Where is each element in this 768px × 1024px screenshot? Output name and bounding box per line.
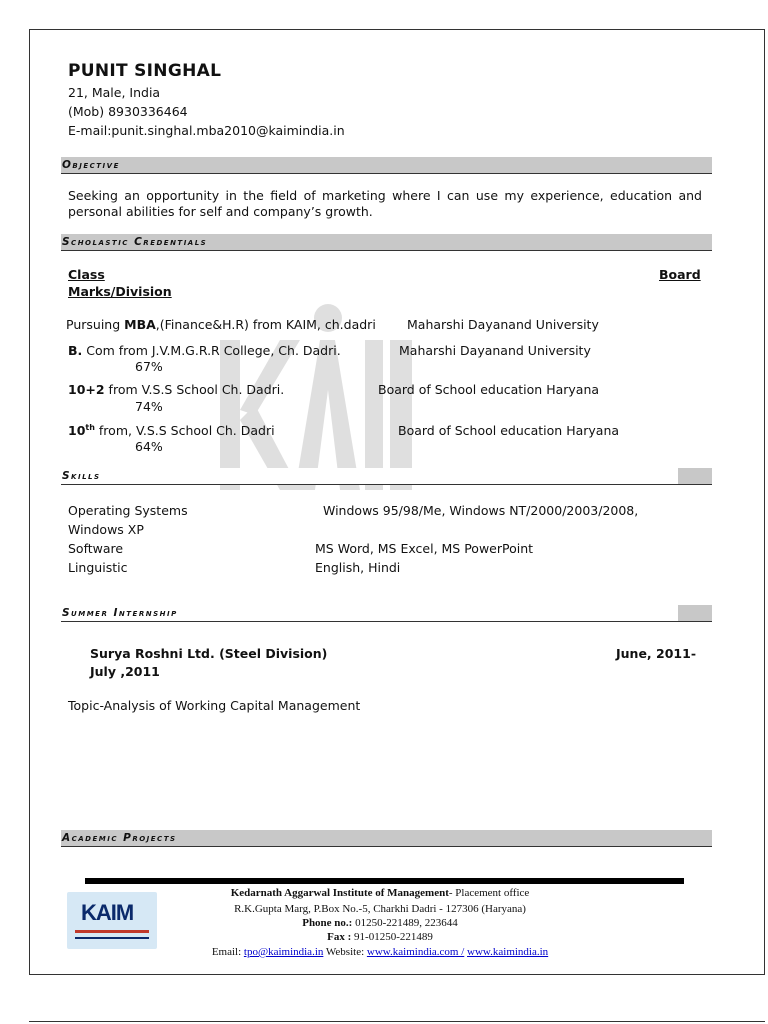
website-label: Website:	[323, 946, 367, 958]
credential-degree: B.	[68, 343, 83, 358]
website-link-alt[interactable]: www.kaimindia.in	[467, 946, 549, 958]
personal-details: 21, Male, India	[68, 85, 161, 100]
phone-label: Phone no.:	[302, 917, 353, 929]
institute-suffix: - Placement office	[448, 887, 530, 899]
institute-name: Kedarnath Aggarwal Institute of Management	[230, 887, 449, 899]
page-bottom-line	[29, 1021, 765, 1022]
credential-row	[66, 317, 376, 332]
footer-address: R.K.Gupta Marg, P.Box No.-5, Charkhi Dadri - 127306 (Haryana)	[234, 903, 526, 915]
credential-detail: from, V.S.S School Ch. Dadri	[94, 423, 275, 439]
footer-institute	[140, 887, 620, 899]
credential-board: Board of School education Haryana	[378, 382, 600, 397]
website-link[interactable]: www.kaimindia.com /	[366, 946, 465, 958]
candidate-name: PUNIT SINGHAL	[68, 61, 222, 81]
section-scholastic: Scholastic Credentials	[61, 234, 712, 251]
skill-software-label: Software	[68, 541, 124, 556]
skill-ling-value: English, Hindi	[315, 560, 401, 575]
credential-prefix: Pursuing	[66, 317, 125, 332]
skill-os-label: Operating Systems	[68, 503, 188, 518]
credential-degree: 10	[68, 423, 86, 439]
section-skills: Skills	[61, 468, 712, 485]
credential-marks: 67%	[135, 359, 163, 374]
section-projects: Academic Projects	[61, 830, 712, 847]
internship-dates-start: June, 2011-	[616, 646, 697, 661]
section-internship: Summer Internship	[61, 605, 712, 622]
credential-board: Maharshi Dayanand University	[407, 317, 599, 332]
credential-board: Maharshi Dayanand University	[399, 343, 591, 358]
skill-os-value: Windows 95/98/Me, Windows NT/2000/2003/2008,	[323, 503, 639, 518]
fax-label: Fax :	[327, 931, 352, 943]
internship-topic: Topic-Analysis of Working Capital Management	[68, 698, 361, 713]
credential-detail: ,(Finance&H.R) from KAIM, ch.dadri	[155, 317, 376, 332]
footer-phone	[140, 917, 620, 929]
credential-degree: 10+2	[68, 382, 105, 397]
credential-detail: from V.S.S School Ch. Dadri.	[104, 382, 285, 397]
skill-ling-label: Linguistic	[68, 560, 128, 575]
credential-detail: Com from J.V.M.G.R.R College, Ch. Dadri.	[82, 343, 341, 358]
fax-value: 91-01250-221489	[351, 931, 433, 943]
credential-row	[68, 343, 341, 358]
skill-software-value: MS Word, MS Excel, MS PowerPoint	[315, 541, 534, 556]
credential-marks: 74%	[135, 399, 163, 414]
credential-marks: 64%	[135, 439, 163, 454]
credential-board: Board of School education Haryana	[398, 423, 620, 438]
objective-text: Seeking an opportunity in the field of marketing where I can use my experience, education and personal abilities for self and company’s growth.	[68, 188, 702, 219]
footer-fax	[140, 931, 620, 943]
logo-stripe	[75, 937, 149, 939]
internship-company: Surya Roshni Ltd. (Steel Division)	[90, 646, 328, 661]
logo-stripe	[75, 930, 149, 933]
email-link[interactable]: tpo@kaimindia.in	[243, 946, 324, 958]
footer-contact	[140, 946, 620, 958]
credential-sup: th	[85, 423, 95, 432]
email-line: E-mail:punit.singhal.mba2010@kaimindia.in	[68, 123, 345, 138]
email-label: Email:	[211, 946, 244, 958]
col-board-header: Board	[659, 267, 701, 282]
section-objective: Objective	[61, 157, 712, 174]
col-class-header: Class	[68, 267, 105, 282]
footer-divider	[85, 878, 684, 884]
credential-row	[68, 423, 275, 438]
skill-os-value-cont: Windows XP	[68, 522, 144, 537]
logo-text: KAIM	[81, 900, 134, 925]
credential-degree: MBA	[124, 317, 156, 332]
credential-row	[68, 382, 284, 397]
col-marks-header: Marks/Division	[68, 284, 172, 299]
mobile-number: (Mob) 8930336464	[68, 104, 188, 119]
internship-dates-end: July ,2011	[90, 664, 160, 679]
phone-value: 01250-221489, 223644	[352, 917, 458, 929]
